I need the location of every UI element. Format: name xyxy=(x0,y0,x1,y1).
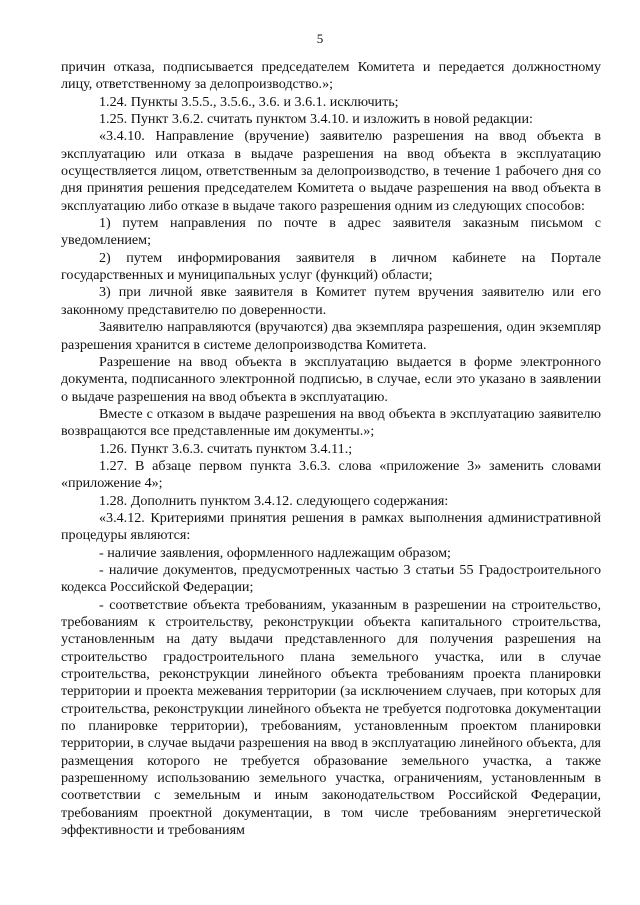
paragraph: - наличие заявления, оформленного надлежащим образом; xyxy=(99,544,451,561)
paragraph: «3.4.12. Критериями принятия решения в рамках выполнения административной процедуры являются: xyxy=(61,509,601,544)
document-body xyxy=(61,59,601,839)
paragraph: 1) путем направления по почте в адрес заявителя заказным письмом с уведомлением; xyxy=(61,215,601,249)
paragraph: «3.4.10. Направление (вручение) заявителю разрешения на ввод объекта в эксплуатацию или отказа в выдаче разрешения на ввод объекта в эксплуатацию осуществляется лицом, ответственным за делопроизводство, в течение 1 рабочего дня со дня принятия решения председателем Комитета о выдаче разрешения на ввод объекта в эксплуатацию либо отказе в выдаче такого разрешения одним из следующих способов: xyxy=(61,128,601,214)
paragraph: 2) путем информирования заявителя в личном кабинете на Портале государственных и муниципальных услуг (функций) области; xyxy=(61,249,601,284)
paragraph: 1.27. В абзаце первом пункта 3.6.3. слова «приложение 3» заменить словами «приложение 4»; xyxy=(61,457,601,492)
paragraph: Заявителю направляются (вручаются) два экземпляра разрешения, один экземпляр разрешения хранится в системе делопроизводства Комитета. xyxy=(61,319,601,353)
paragraph: Разрешение на ввод объекта в эксплуатацию выдается в форме электронного документа, подписанного электронной подписью, в случае, если это указано в заявлении о выдаче разрешения на ввод объекта в эксплуатацию. xyxy=(61,353,601,405)
paragraph: 1.24. Пункты 3.5.5., 3.5.6., 3.6. и 3.6.1. исключить; xyxy=(99,93,399,110)
paragraph: Вместе с отказом в выдаче разрешения на ввод объекта в эксплуатацию заявителю возвращаются все представленные им документы.»; xyxy=(61,405,601,440)
paragraph: 3) при личной явке заявителя в Комитет путем вручения заявителю или его законному представителю по доверенности. xyxy=(61,284,601,318)
paragraph: 1.28. Дополнить пунктом 3.4.12. следующего содержания: xyxy=(99,492,449,509)
page-number: 5 xyxy=(316,31,324,46)
paragraph: - соответствие объекта требованиям, указанным в разрешении на строительство, требованиям к строительству, реконструкции объекта капитального строительства, установленным на дату выдачи представленного для получения разрешения на строительство градостроительного плана земельного участка, или в случае строительства, реконструкции линейного объекта требованиям проекта планировки территории и проекта межевания территории (за исключением случаев, при которых для строительства, реконструкции линейного объекта не требуется подготовка документации по планировке территории), требованиям, установленным проектом планировки территории, в случае выдачи разрешения на ввод в эксплуатацию линейного объекта, для размещения которого не требуется образование земельного участка, а также разрешенному использованию земельного участка, ограничениям, установленным в соответствии с земельным и иным законодательством Российской Федерации, требованиям проектной документации, в том числе требованиям энергетической эффективности и требованиям xyxy=(61,596,601,839)
paragraph: 1.26. Пункт 3.6.3. считать пунктом 3.4.11.; xyxy=(99,440,353,457)
paragraph: - наличие документов, предусмотренных частью 3 статьи 55 Градостроительного кодекса Российской Федерации; xyxy=(61,561,601,596)
paragraph: причин отказа, подписывается председателем Комитета и передается должностному лицу, ответственному за делопроизводство.»; xyxy=(61,59,601,93)
paragraph: 1.25. Пункт 3.6.2. считать пунктом 3.4.10. и изложить в новой редакции: xyxy=(99,111,533,128)
